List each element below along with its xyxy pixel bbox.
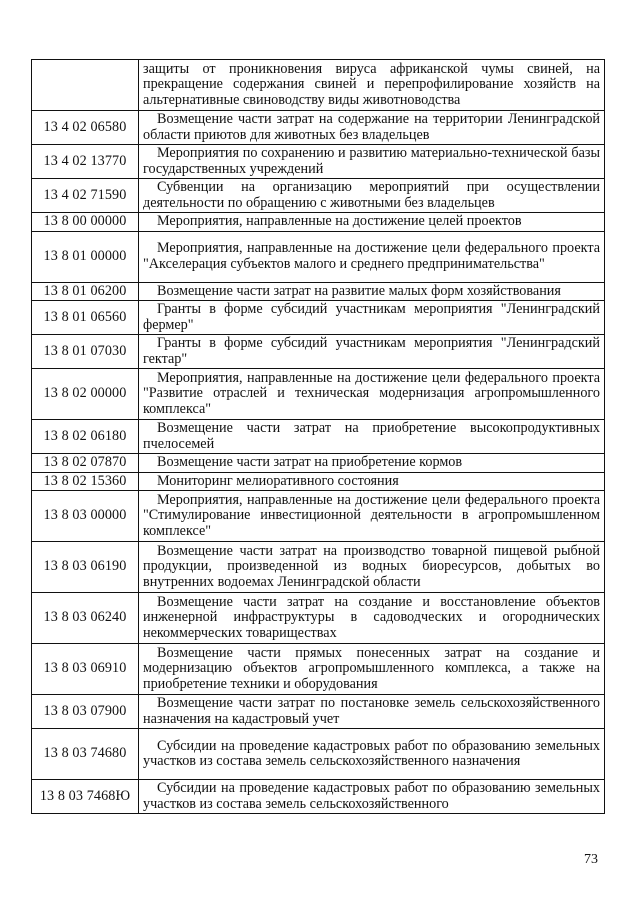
row-description: Субсидии на проведение кадастровых работ по образованию земельных участков из состава земель сельскохозяйственного назначения: [139, 729, 605, 780]
table-row: [32, 695, 605, 729]
row-description: Возмещение части затрат на развитие малых форм хозяйствования: [139, 282, 605, 301]
row-description: Возмещение части затрат на приобретение кормов: [139, 454, 605, 473]
table-row: [32, 301, 605, 335]
row-description: Мероприятия, направленные на достижение цели федерального проекта "Акселерация субъектов малого и среднего предпринимательства": [139, 231, 605, 282]
table-row: [32, 213, 605, 232]
row-description: Субсидии на проведение кадастровых работ по образованию земельных участков из состава земель сельскохозяйственного: [139, 780, 605, 814]
row-description: Возмещение части прямых понесенных затрат на создание и модернизацию объектов агропромышленного комплекса, а также на приобретение техники и оборудования: [139, 644, 605, 695]
row-description: Возмещение части затрат на приобретение высокопродуктивных пчелосемей: [139, 420, 605, 454]
row-code: 13 8 01 07030: [32, 335, 139, 369]
row-code: 13 8 01 06200: [32, 282, 139, 301]
row-code: 13 8 03 74680: [32, 729, 139, 780]
row-description: Возмещение части затрат на содержание на территории Ленинградской области приютов для животных без владельцев: [139, 111, 605, 145]
table-row: [32, 60, 605, 111]
row-code: 13 8 02 00000: [32, 369, 139, 420]
row-code: [32, 60, 139, 111]
row-code: 13 8 03 07900: [32, 695, 139, 729]
table-row: [32, 145, 605, 179]
row-code: 13 8 03 00000: [32, 491, 139, 542]
row-code: 13 4 02 06580: [32, 111, 139, 145]
row-description: Мониторинг мелиоративного состояния: [139, 472, 605, 491]
table-row: [32, 454, 605, 473]
row-description: Возмещение части затрат на создание и восстановление объектов инженерной инфраструктуры в садоводческих и огороднических некоммерческих товариществах: [139, 593, 605, 644]
table-row: [32, 491, 605, 542]
row-code: 13 8 00 00000: [32, 213, 139, 232]
table-row: [32, 644, 605, 695]
table-row: [32, 542, 605, 593]
row-code: 13 4 02 71590: [32, 179, 139, 213]
table-row: [32, 472, 605, 491]
row-description: Мероприятия, направленные на достижение цели федерального проекта "Развитие отраслей и техническая модернизация агропромышленного комплекса": [139, 369, 605, 420]
row-code: 13 8 02 15360: [32, 472, 139, 491]
row-code: 13 8 03 7468Ю: [32, 780, 139, 814]
row-description: Гранты в форме субсидий участникам мероприятия "Ленинградский гектар": [139, 335, 605, 369]
row-description: Гранты в форме субсидий участникам мероприятия "Ленинградский фермер": [139, 301, 605, 335]
table-row: [32, 369, 605, 420]
table-row: [32, 179, 605, 213]
table-row: [32, 282, 605, 301]
table-row: [32, 593, 605, 644]
row-code: 13 8 01 00000: [32, 231, 139, 282]
table-row: [32, 420, 605, 454]
row-code: 13 8 03 06910: [32, 644, 139, 695]
row-description: Возмещение части затрат по постановке земель сельскохозяйственного назначения на кадастровый учет: [139, 695, 605, 729]
row-description: Возмещение части затрат на производство товарной пищевой рыбной продукции, произведенной из водных биоресурсов, добытых во внутренних водоемах Ленинградской области: [139, 542, 605, 593]
page-number: 73: [584, 852, 598, 867]
table-row: [32, 111, 605, 145]
row-description: Мероприятия по сохранению и развитию материально-технической базы государственных учреждений: [139, 145, 605, 179]
table-row: [32, 231, 605, 282]
row-description: Мероприятия, направленные на достижение целей проектов: [139, 213, 605, 232]
row-description: Субвенции на организацию мероприятий при осуществлении деятельности по обращению с животными без владельцев: [139, 179, 605, 213]
row-code: 13 8 01 06560: [32, 301, 139, 335]
row-code: 13 8 03 06240: [32, 593, 139, 644]
row-code: 13 8 02 06180: [32, 420, 139, 454]
budget-code-table: [31, 59, 605, 814]
row-code: 13 8 02 07870: [32, 454, 139, 473]
row-code: 13 8 03 06190: [32, 542, 139, 593]
table-row: [32, 335, 605, 369]
table-row: [32, 729, 605, 780]
row-description: Мероприятия, направленные на достижение цели федерального проекта "Стимулирование инвестиционной деятельности в агропромышленном комплексе": [139, 491, 605, 542]
row-code: 13 4 02 13770: [32, 145, 139, 179]
row-description: защиты от проникновения вируса африканской чумы свиней, на прекращение содержания свиней и перепрофилирование хозяйств на альтернативные свиноводству виды животноводства: [139, 60, 605, 111]
table-row: [32, 780, 605, 814]
